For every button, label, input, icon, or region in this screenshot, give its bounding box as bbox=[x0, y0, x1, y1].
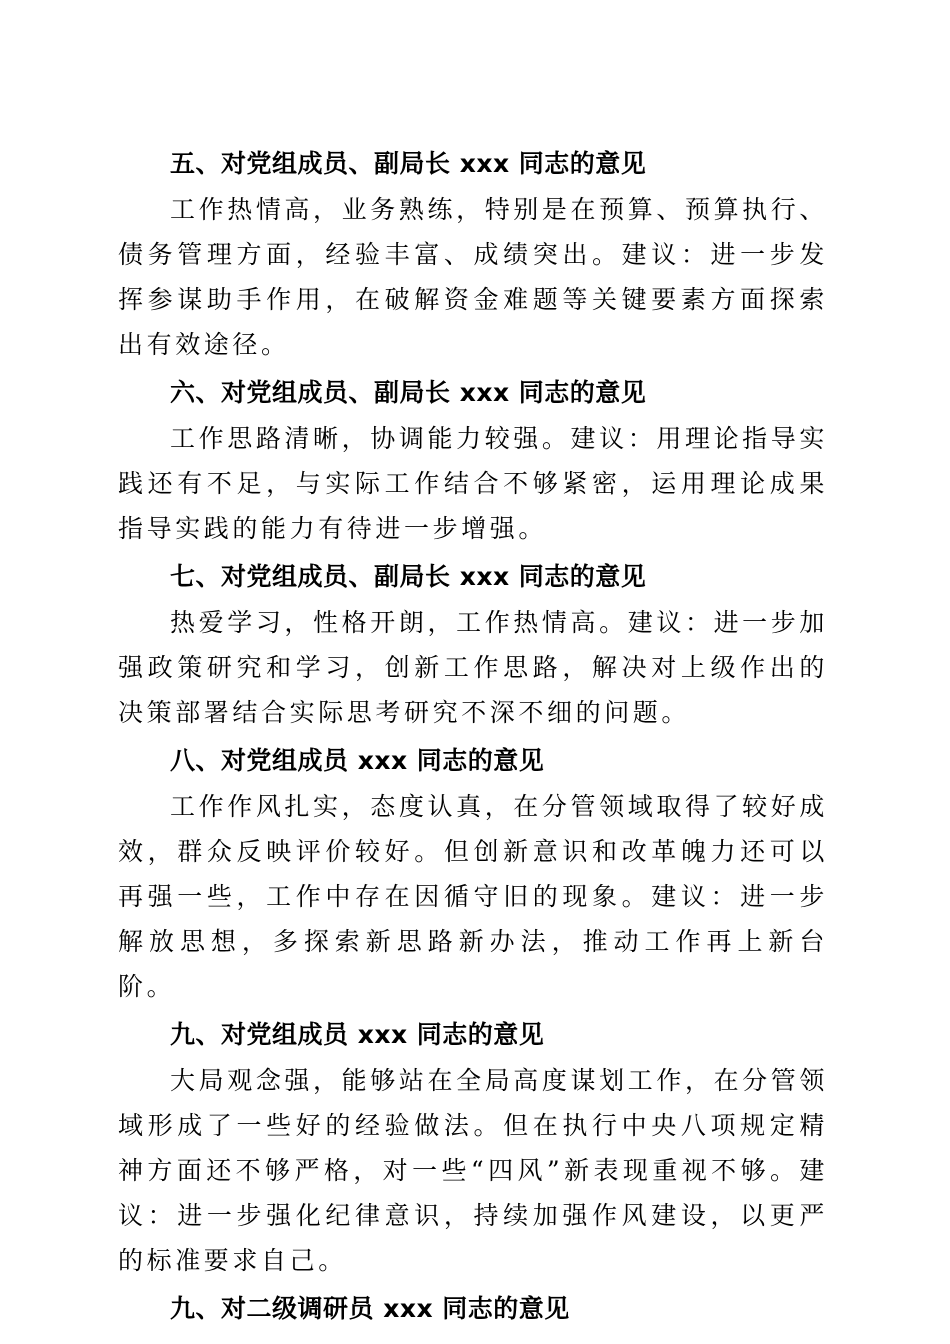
section-heading-8: 八、对党组成员 xxx 同志的意见 bbox=[170, 746, 545, 775]
section-body-5: 工作热情高，业务熟练，特别是在预算、预算执行、债务管理方面，经验丰富、成绩突出。建议：进一步发挥参谋助手作用，在破解资金难题等关键要素方面探索出有效途径。 bbox=[118, 195, 828, 359]
section-heading-7: 七、对党组成员、副局长 xxx 同志的意见 bbox=[170, 562, 647, 591]
section-heading-9: 九、对党组成员 xxx 同志的意见 bbox=[170, 1020, 545, 1049]
section-body-9: 大局观念强，能够站在全局高度谋划工作，在分管领域形成了一些好的经验做法。但在执行中央八项规定精神方面还不够严格，对一些“四风”新表现重视不够。建议：进一步强化纪律意识，持续加强作风建设，以更严的标准要求自己。 bbox=[118, 1066, 828, 1275]
section-heading-10: 九、对二级调研员 xxx 同志的意见 bbox=[170, 1294, 570, 1323]
section-body-7: 热爱学习，性格开朗，工作热情高。建议：进一步加强政策研究和学习，创新工作思路，解决对上级作出的决策部署结合实际思考研究不深不细的问题。 bbox=[118, 608, 828, 727]
section-body-8: 工作作风扎实，态度认真，在分管领域取得了较好成效，群众反映评价较好。但创新意识和改革魄力还可以再强一些，工作中存在因循守旧的现象。建议：进一步解放思想，多探索新思路新办法，推动工作再上新台阶。 bbox=[118, 792, 828, 1001]
section-heading-6: 六、对党组成员、副局长 xxx 同志的意见 bbox=[170, 378, 647, 407]
section-heading-5: 五、对党组成员、副局长 xxx 同志的意见 bbox=[170, 149, 647, 178]
section-body-6: 工作思路清晰，协调能力较强。建议：用理论指导实践还有不足，与实际工作结合不够紧密，运用理论成果指导实践的能力有待进一步增强。 bbox=[118, 424, 828, 543]
document-page bbox=[118, 140, 828, 1332]
